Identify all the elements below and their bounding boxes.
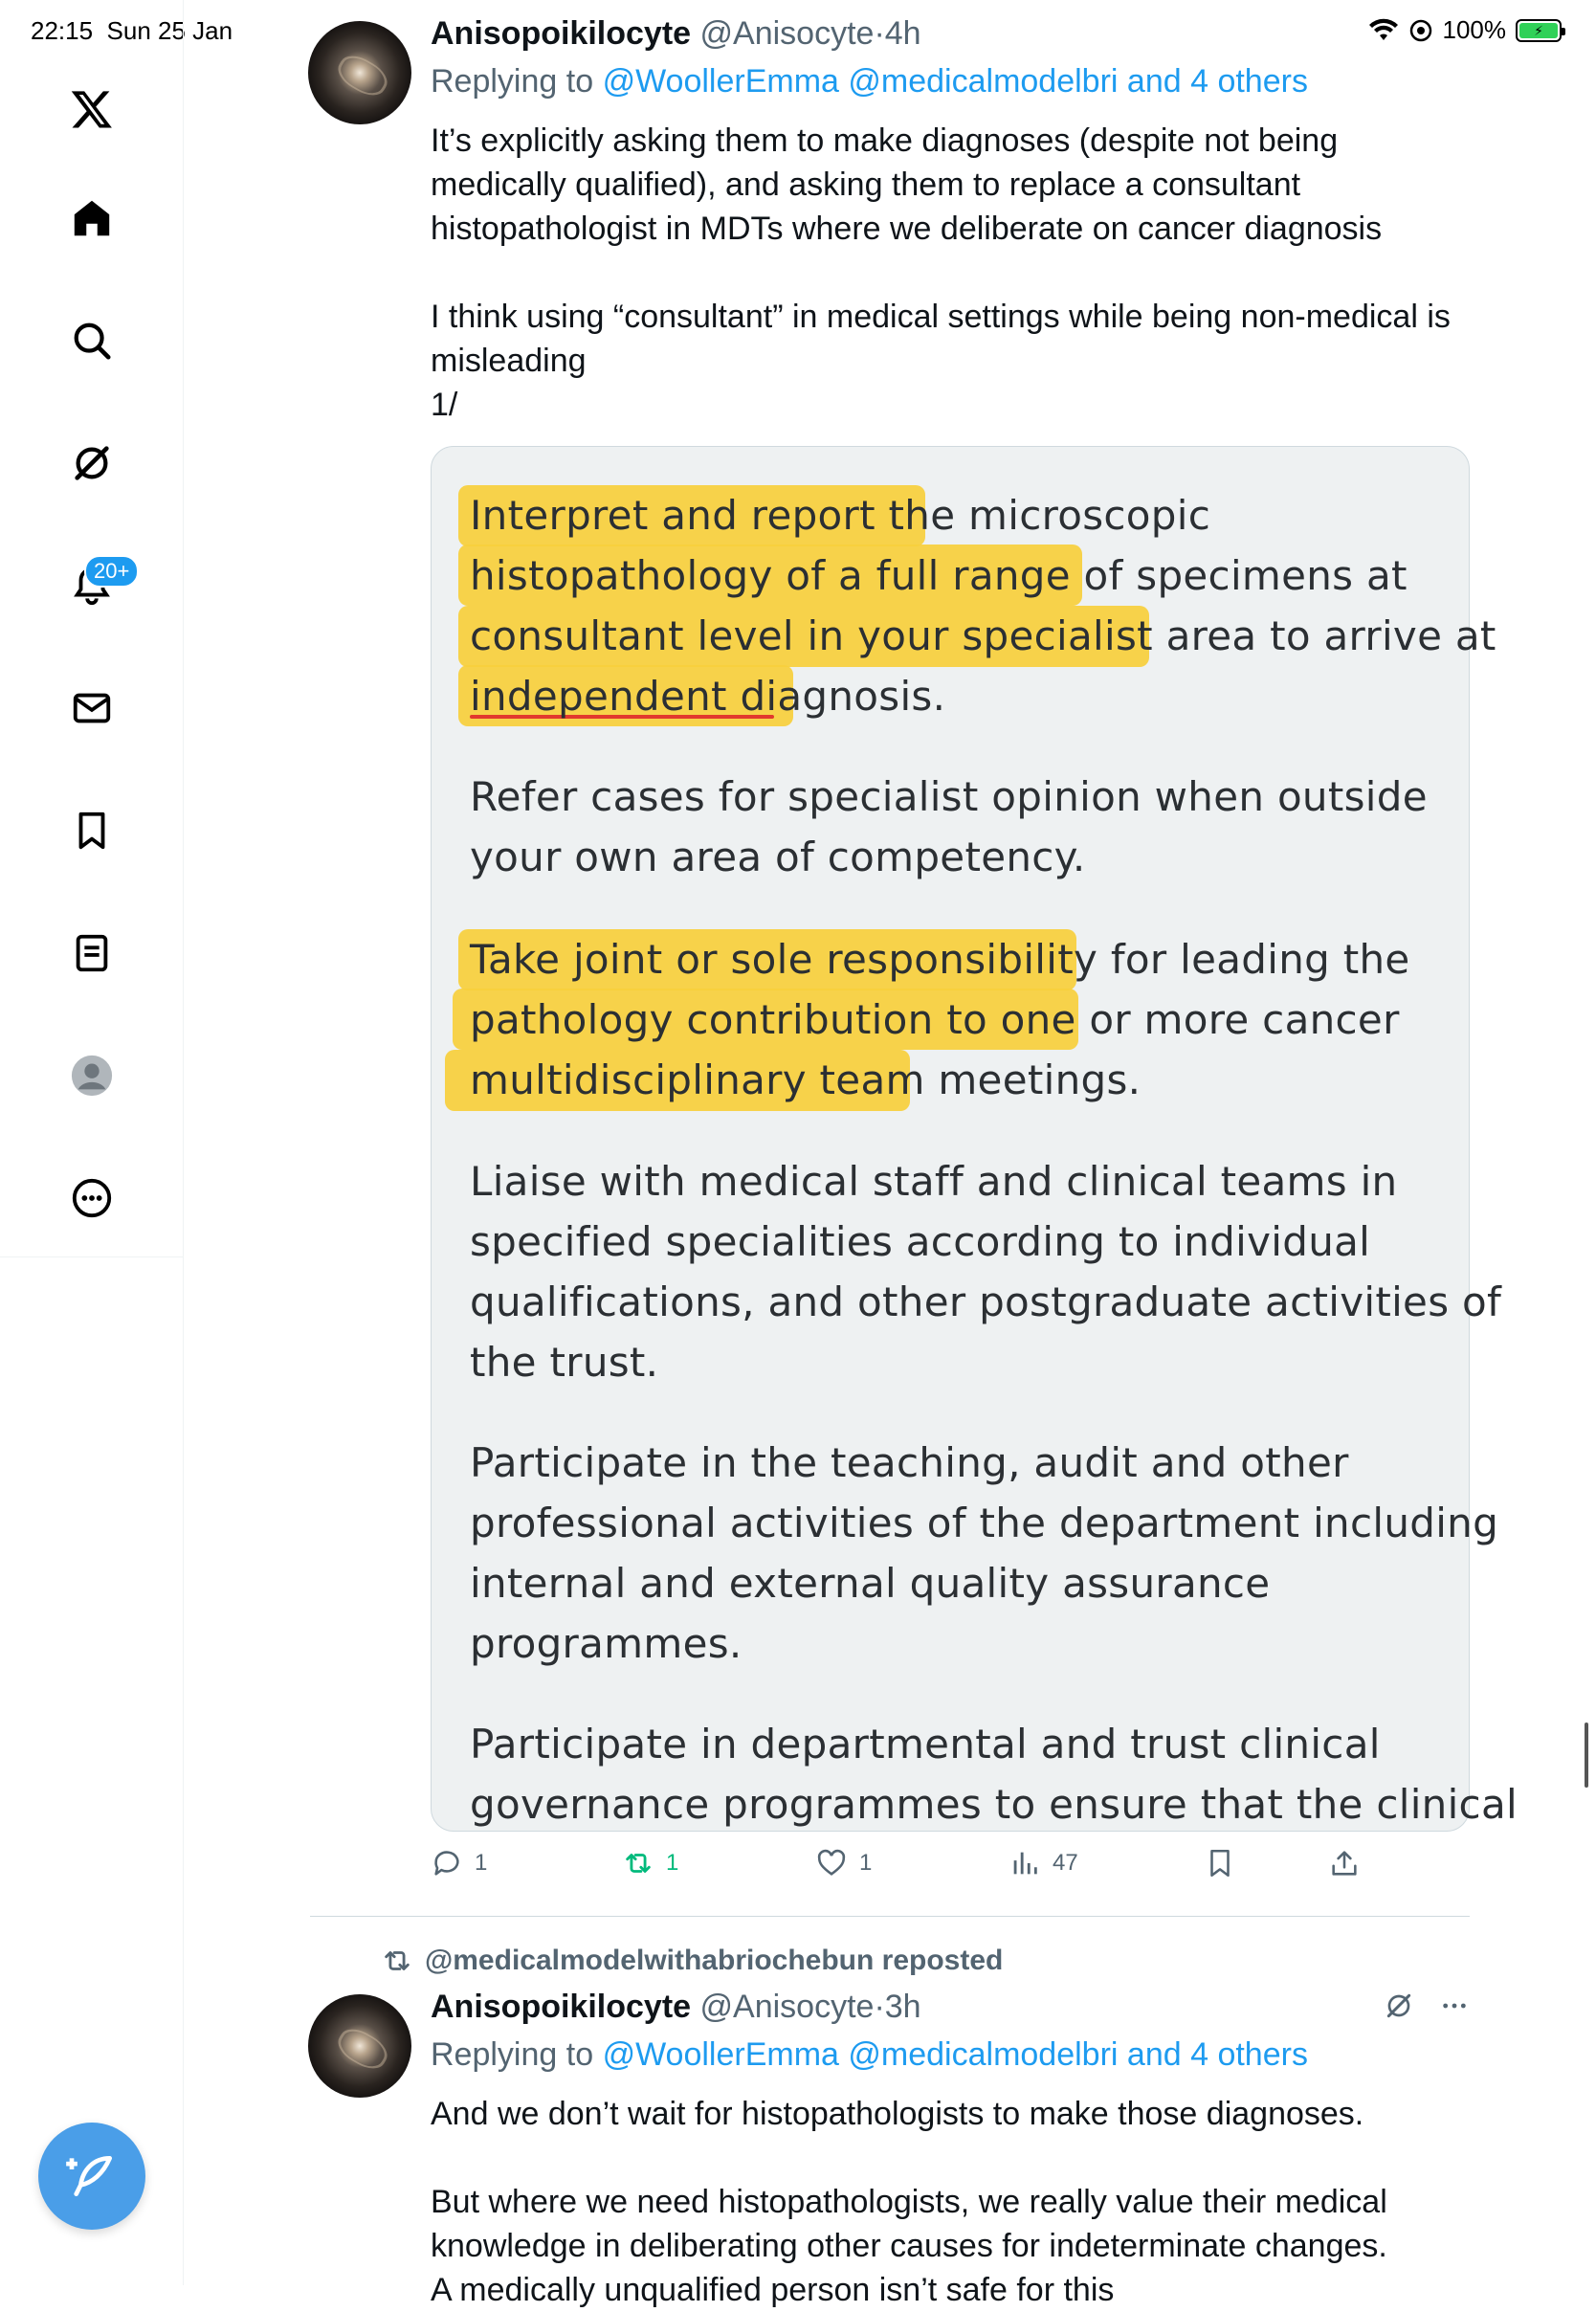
tweet-actions (431, 1847, 1387, 1893)
tweet-divider (310, 1916, 1470, 1917)
image-paragraph: Participate in the teaching, audit and other professional activities of the department including internal and external quality assurance programmes. (470, 1439, 1499, 1667)
repost-indicator (381, 1945, 1003, 1977)
profile-avatar-icon[interactable] (63, 1047, 121, 1104)
focus-icon (1408, 18, 1433, 43)
grok-icon[interactable] (63, 434, 121, 492)
author-avatar[interactable] (308, 21, 411, 124)
author-handle[interactable]: @Anisocyte (699, 15, 875, 52)
more-options-icon[interactable] (1439, 1990, 1470, 2021)
battery-icon: ⚡ (1516, 19, 1562, 42)
tweet-text: And we don’t wait for histopathologists to make those diagnoses. But where we need histopathologists, we really value their medical knowledge in deliberating other causes for indeterminate changes. A medically unqualified person isn’t safe for this (431, 2096, 1387, 2308)
home-icon[interactable] (63, 189, 121, 247)
mention-link[interactable]: @medicalmodelbri (848, 2036, 1119, 2073)
image-paragraph: Take joint or sole responsibility for leading the pathology contribution to one or more cancer multidisciplinary team meetings. (470, 936, 1410, 1103)
repost-button[interactable]: 1 (622, 1847, 678, 1879)
author-handle[interactable]: @Anisocyte (699, 1989, 875, 2025)
bookmarks-icon[interactable] (63, 802, 121, 859)
views-icon (1009, 1847, 1041, 1879)
bookmark-icon (1204, 1847, 1236, 1879)
compose-button[interactable] (38, 2123, 145, 2230)
bookmark-button[interactable] (1204, 1847, 1236, 1879)
replying-to: Replying to @WoollerEmma @medicalmodelbri and 4 others (431, 2036, 1308, 2073)
mention-link[interactable]: @medicalmodelbri (848, 63, 1119, 100)
tweet-text: It’s explicitly asking them to make diagnoses (despite not being medically qualified), and asking them to replace a consultant histopathologist in MDTs where we deliberate on cancer diagnosis I think using “consultant” in medical settings while being non-medical is misleading 1/ (431, 122, 1451, 423)
repost-icon (622, 1847, 654, 1879)
author-avatar[interactable] (308, 1994, 411, 2098)
tweet-time[interactable]: 3h (884, 1989, 921, 2025)
others-link[interactable]: and 4 others (1126, 2036, 1308, 2073)
image-paragraph: Participate in departmental and trust clinical governance programmes to ensure that the clinical (470, 1721, 1518, 1828)
image-paragraph: Refer cases for specialist opinion when outside your own area of competency. (470, 773, 1428, 880)
share-icon (1328, 1847, 1361, 1879)
tweet-header: Anisopoikilocyte @Anisocyte·4h (431, 15, 921, 52)
lists-icon[interactable] (63, 924, 121, 982)
compose-feather-icon (65, 2149, 119, 2203)
image-paragraph: Interpret and report the microscopic histopathology of a full range of specimens at consultant level in your specialist area to arrive at independent diagnosis. (470, 492, 1496, 720)
tweet-top-actions (1384, 1990, 1470, 2021)
messages-icon[interactable] (63, 679, 121, 737)
views-button[interactable]: 47 (1009, 1847, 1078, 1879)
author-name[interactable]: Anisopoikilocyte (431, 15, 692, 52)
battery-percent: 100% (1442, 15, 1506, 44)
replying-to: Replying to @WoollerEmma @medicalmodelbri and 4 others (431, 63, 1308, 100)
heart-icon (815, 1847, 848, 1879)
grok-icon[interactable] (1384, 1990, 1414, 2021)
sidebar-divider (0, 1256, 184, 1257)
reply-button[interactable]: 1 (431, 1847, 487, 1879)
share-button[interactable] (1328, 1847, 1361, 1879)
tweet-header: Anisopoikilocyte @Anisocyte·3h (431, 1989, 921, 2025)
repost-icon (381, 1945, 413, 1977)
repost-label[interactable]: @medicalmodelwithabriochebun reposted (425, 1945, 1004, 1976)
search-icon[interactable] (63, 312, 121, 369)
status-indicators (1368, 15, 1563, 45)
tweet-image[interactable] (431, 446, 1518, 1832)
mention-link[interactable]: @WoollerEmma (602, 2036, 839, 2073)
mention-link[interactable]: @WoollerEmma (602, 63, 839, 100)
x-logo-icon[interactable] (63, 80, 121, 138)
reply-icon (431, 1847, 463, 1879)
image-paragraph: Liaise with medical staff and clinical teams in specified specialities according to individual qualifications, and other postgraduate activities of the trust. (470, 1158, 1502, 1386)
scrollbar[interactable] (1585, 1723, 1588, 1788)
more-icon[interactable] (63, 1169, 121, 1227)
like-button[interactable]: 1 (815, 1847, 872, 1879)
sidebar (0, 0, 184, 2285)
notification-badge: 20+ (84, 555, 139, 588)
wifi-icon (1368, 19, 1399, 42)
tweet-time[interactable]: 4h (884, 15, 921, 52)
author-name[interactable]: Anisopoikilocyte (431, 1989, 692, 2025)
others-link[interactable]: and 4 others (1126, 63, 1308, 100)
status-time: 22:15 Sun 25 Jan (31, 16, 233, 45)
